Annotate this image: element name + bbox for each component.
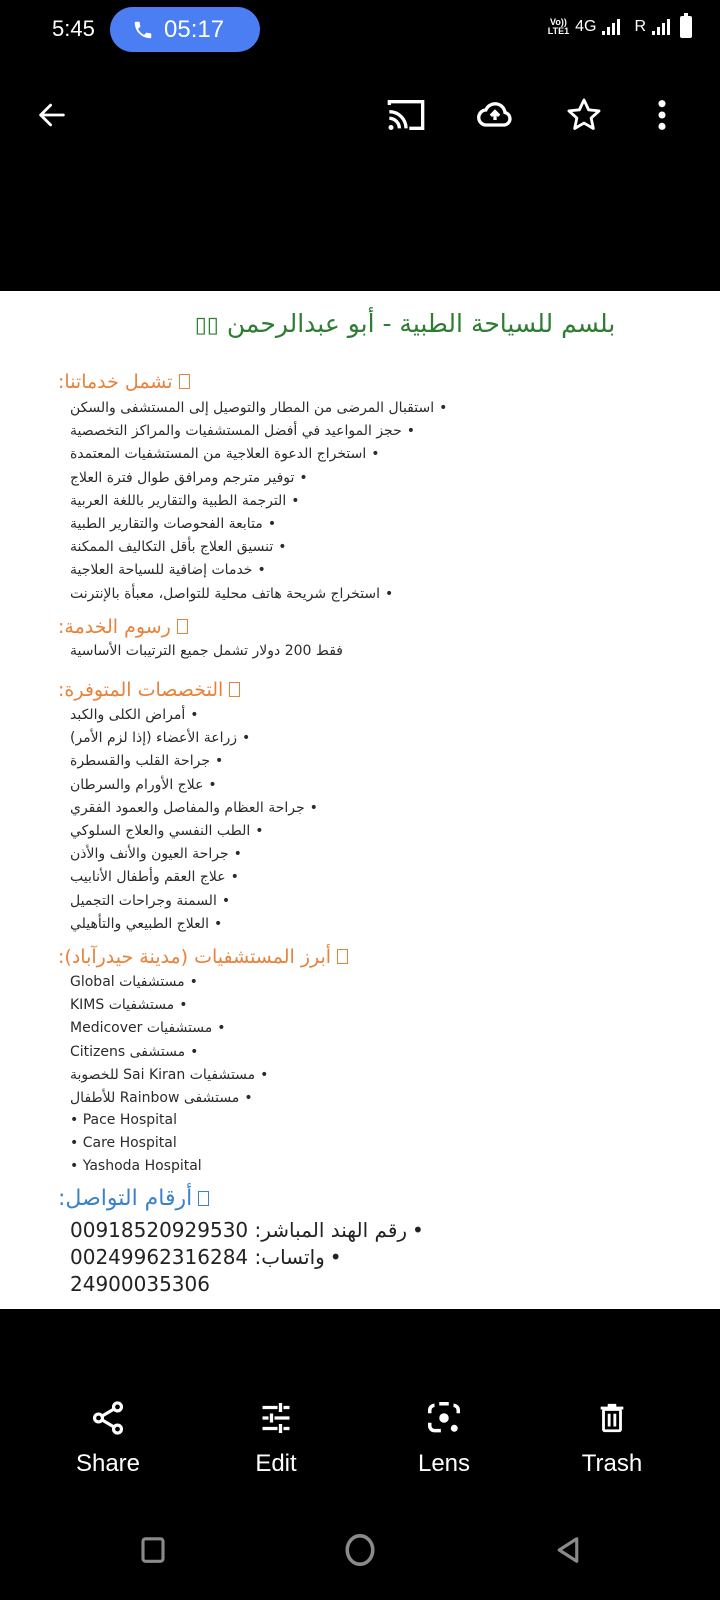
edit-label: Edit [255, 1450, 297, 1477]
missing-glyph-icon [337, 949, 348, 964]
cast-icon [384, 95, 428, 135]
favorite-button[interactable] [554, 85, 614, 145]
services-list [70, 397, 447, 606]
hospitals-heading [58, 946, 348, 968]
edit-button[interactable] [216, 1395, 336, 1478]
list-item: •مستشفيات Global [70, 974, 198, 990]
status-bar [0, 0, 720, 60]
list-item: •علاج العقم وأطفال الأنابيب [70, 869, 239, 886]
list-item: •الطب النفسي والعلاج السلوكي [70, 823, 264, 840]
signal-strength-icon-sim2 [652, 19, 670, 35]
contact-heading-text: أرقام التواصل: [58, 1186, 193, 1211]
list-item: •استخراج شريحة هاتف محلية للتواصل، معبأة بالإنترنت [70, 585, 394, 602]
list-item: •جراحة العظام والمفاصل والعمود الفقري [70, 799, 318, 816]
hospitals-list [70, 971, 268, 1110]
list-item: •متابعة الفحوصات والتقارير الطبية [70, 516, 277, 533]
photo-viewer-image[interactable] [0, 291, 720, 1309]
list-item: • Pace Hospital [70, 1112, 177, 1128]
fees-heading [58, 616, 188, 638]
specialties-heading [58, 679, 240, 701]
list-item: •مستشفى Rainbow للأطفال [70, 1090, 253, 1107]
missing-glyph-icon [229, 682, 240, 697]
list-item: •مستشفيات Medicover [70, 1020, 226, 1037]
backup-button[interactable] [465, 85, 525, 145]
back-arrow-icon [35, 98, 69, 132]
call-duration: 05:17 [164, 15, 225, 43]
cast-button[interactable] [376, 85, 436, 145]
specialties-list [70, 704, 318, 936]
list-item: •أمراض الكلى والكبد [70, 707, 199, 723]
system-navigation-bar [0, 1500, 720, 1600]
recents-button[interactable] [123, 1525, 183, 1575]
list-item: •جراحة العيون والأنف والأذن [70, 846, 242, 863]
fees-heading-text: رسوم الخدمة: [58, 616, 171, 638]
hospitals-heading-text: أبرز المستشفيات (مدينة حيدرآباد): [58, 946, 332, 968]
contact-item: •رقم الهند المباشر: 00918520929530 [70, 1218, 424, 1242]
recents-square-icon [138, 1535, 168, 1565]
roaming-indicator: R [634, 18, 646, 35]
list-item: •زراعة الأعضاء (إذا لزم الأمر) [70, 730, 251, 747]
list-item: •استخراج الدعوة العلاجية من المستشفيات المعتمدة [70, 446, 380, 463]
network-type: 4G [575, 18, 597, 35]
share-label: Share [75, 1450, 141, 1477]
home-circle-icon [343, 1533, 377, 1567]
missing-glyph-icons: ▯▯ [194, 313, 219, 338]
list-item: •الترجمة الطبية والتقارير باللغة العربية [70, 492, 300, 509]
share-button[interactable] [48, 1395, 168, 1478]
list-item: •استقبال المرضى من المطار والتوصيل إلى المستشفى والسكن [70, 400, 448, 416]
lte-label: LTE1 [547, 26, 570, 36]
top-toolbar [0, 85, 720, 155]
missing-glyph-icon [198, 1191, 209, 1206]
phone-icon [132, 19, 154, 41]
home-button[interactable] [330, 1525, 390, 1575]
list-item: •السمنة وجراحات التجميل [70, 892, 231, 909]
list-item: •توفير مترجم ومرافق طوال فترة العلاج [70, 469, 308, 486]
list-item: •جراحة القلب والقسطرة [70, 753, 224, 770]
volte-label: Vo)) [550, 17, 567, 27]
specialties-heading-text: التخصصات المتوفرة: [58, 679, 224, 701]
battery-icon [680, 16, 692, 38]
status-icons [548, 16, 692, 38]
list-item: •علاج الأورام والسرطان [70, 776, 217, 793]
list-item: •مستشفيات Sai Kiran للخصوبة [70, 1066, 269, 1083]
cloud-upload-icon [475, 95, 515, 135]
back-triangle-icon [553, 1535, 583, 1565]
back-button[interactable] [22, 85, 82, 145]
list-item: •حجز المواعيد في أفضل المستشفيات والمراكز التخصصية [70, 423, 416, 440]
list-item: •مستشفى Citizens [70, 1043, 199, 1060]
share-icon [89, 1398, 127, 1438]
list-item: •خدمات إضافية للسياحة العلاجية [70, 562, 266, 579]
star-icon [565, 96, 603, 134]
fees-text: فقط 200 دولار تشمل جميع الترتيبات الأساسية [70, 643, 343, 659]
list-item: • Yashoda Hospital [70, 1158, 202, 1175]
list-item: •العلاج الطبيعي والتأهيلي [70, 915, 223, 932]
more-options-button[interactable] [632, 85, 692, 145]
title-text: بلسم للسياحة الطبية - أبو عبدالرحمن [226, 309, 616, 338]
list-item: • Care Hospital [70, 1135, 177, 1152]
contact-item: •واتساب: 00249962316284 [70, 1245, 342, 1269]
missing-glyph-icon [179, 374, 190, 389]
lens-icon [425, 1399, 463, 1437]
lens-button[interactable] [384, 1395, 504, 1478]
more-vert-icon [657, 98, 667, 132]
status-time: 5:45 [52, 16, 95, 41]
trash-label: Trash [581, 1450, 643, 1477]
document-title [0, 309, 720, 338]
missing-glyph-icon [177, 619, 188, 634]
lens-label: Lens [417, 1450, 471, 1477]
trash-button[interactable] [552, 1395, 672, 1478]
contact-list [70, 1217, 424, 1298]
ongoing-call-chip[interactable] [110, 7, 260, 52]
services-heading-text: تشمل خدماتنا: [58, 371, 173, 393]
back-nav-button[interactable] [538, 1525, 598, 1575]
contact-heading [58, 1186, 209, 1211]
trash-icon [595, 1399, 629, 1437]
list-item: •مستشفيات KIMS [70, 997, 188, 1014]
volte-icon [548, 18, 569, 36]
bottom-action-bar [0, 1395, 720, 1495]
list-item: •تنسيق العلاج بأقل التكاليف الممكنة [70, 539, 287, 556]
edit-sliders-icon [258, 1400, 294, 1436]
contact-item-cut-off: 24900035306 [70, 1272, 210, 1296]
services-heading [58, 371, 190, 393]
hospitals-list-english [70, 1109, 202, 1179]
signal-strength-icon-sim1 [602, 19, 620, 35]
